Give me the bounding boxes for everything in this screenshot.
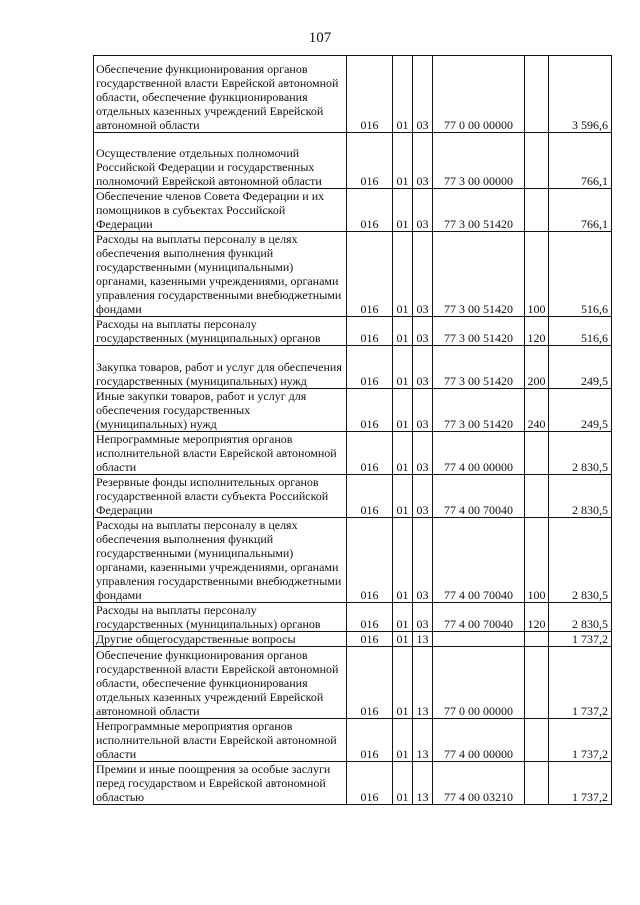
amount-cell: 249,5 [549, 346, 612, 389]
expense-name-cell: Расходы на выплаты персоналу в целях обеспечения выполнения функций государственными (муниципальными) органами, казенными учреждениями, органами управления государственными внебюджетными фондами [94, 518, 347, 603]
table-row [94, 647, 612, 719]
table-row [94, 432, 612, 475]
expense-type-cell [525, 719, 549, 762]
target-article-cell [433, 632, 525, 647]
target-article-cell: 77 3 00 51420 [433, 232, 525, 317]
section-code-cell: 01 [393, 56, 413, 133]
expense-type-cell [525, 133, 549, 189]
table-row [94, 389, 612, 432]
budget-table [93, 55, 612, 805]
expense-name-cell: Расходы на выплаты персоналу государственных (муниципальных) органов [94, 317, 347, 346]
department-code-cell: 016 [347, 232, 393, 317]
amount-cell: 1 737,2 [549, 719, 612, 762]
section-code-cell: 01 [393, 232, 413, 317]
amount-cell: 1 737,2 [549, 632, 612, 647]
subsection-code-cell: 03 [413, 603, 433, 632]
table-row [94, 603, 612, 632]
target-article-cell: 77 0 00 00000 [433, 647, 525, 719]
table-row [94, 346, 612, 389]
expense-type-cell: 120 [525, 603, 549, 632]
expense-type-cell [525, 632, 549, 647]
subsection-code-cell: 03 [413, 317, 433, 346]
expense-type-cell: 100 [525, 518, 549, 603]
target-article-cell: 77 4 00 70040 [433, 518, 525, 603]
subsection-code-cell: 03 [413, 432, 433, 475]
expense-type-cell: 240 [525, 389, 549, 432]
section-code-cell: 01 [393, 475, 413, 518]
amount-cell: 2 830,5 [549, 432, 612, 475]
department-code-cell: 016 [347, 647, 393, 719]
subsection-code-cell: 13 [413, 719, 433, 762]
subsection-code-cell: 03 [413, 346, 433, 389]
department-code-cell: 016 [347, 719, 393, 762]
department-code-cell: 016 [347, 518, 393, 603]
expense-type-cell: 100 [525, 232, 549, 317]
target-article-cell: 77 3 00 51420 [433, 189, 525, 232]
amount-cell: 249,5 [549, 389, 612, 432]
expense-type-cell [525, 432, 549, 475]
target-article-cell: 77 3 00 51420 [433, 346, 525, 389]
amount-cell: 516,6 [549, 317, 612, 346]
expense-name-cell: Обеспечение функционирования органов государственной власти Еврейской автономной области, обеспечение функционирования отдельных казенных учреждений Еврейской автономной области [94, 647, 347, 719]
subsection-code-cell: 13 [413, 762, 433, 805]
table-body [94, 56, 612, 805]
subsection-code-cell: 03 [413, 189, 433, 232]
amount-cell: 2 830,5 [549, 603, 612, 632]
target-article-cell: 77 4 00 00000 [433, 719, 525, 762]
amount-cell: 1 737,2 [549, 647, 612, 719]
target-article-cell: 77 0 00 00000 [433, 56, 525, 133]
table-row [94, 762, 612, 805]
department-code-cell: 016 [347, 632, 393, 647]
section-code-cell: 01 [393, 432, 413, 475]
department-code-cell: 016 [347, 389, 393, 432]
expense-name-cell: Расходы на выплаты персоналу государственных (муниципальных) органов [94, 603, 347, 632]
expense-name-cell: Премии и иные поощрения за особые заслуги перед государством и Еврейской автономной областью [94, 762, 347, 805]
expense-type-cell [525, 647, 549, 719]
subsection-code-cell: 03 [413, 133, 433, 189]
section-code-cell: 01 [393, 518, 413, 603]
amount-cell: 2 830,5 [549, 518, 612, 603]
section-code-cell: 01 [393, 389, 413, 432]
expense-name-cell: Обеспечение членов Совета Федерации и их помощников в субъектах Российской Федерации [94, 189, 347, 232]
table-row [94, 518, 612, 603]
expense-type-cell [525, 189, 549, 232]
target-article-cell: 77 3 00 00000 [433, 133, 525, 189]
table-row [94, 189, 612, 232]
amount-cell: 766,1 [549, 189, 612, 232]
department-code-cell: 016 [347, 475, 393, 518]
subsection-code-cell: 13 [413, 647, 433, 719]
section-code-cell: 01 [393, 719, 413, 762]
expense-type-cell [525, 475, 549, 518]
subsection-code-cell: 03 [413, 475, 433, 518]
target-article-cell: 77 4 00 70040 [433, 475, 525, 518]
target-article-cell: 77 3 00 51420 [433, 317, 525, 346]
target-article-cell: 77 4 00 00000 [433, 432, 525, 475]
department-code-cell: 016 [347, 432, 393, 475]
target-article-cell: 77 4 00 03210 [433, 762, 525, 805]
expense-name-cell: Непрограммные мероприятия органов исполнительной власти Еврейской автономной области [94, 719, 347, 762]
expense-type-cell [525, 56, 549, 133]
amount-cell: 3 596,6 [549, 56, 612, 133]
subsection-code-cell: 03 [413, 56, 433, 133]
expense-type-cell [525, 762, 549, 805]
section-code-cell: 01 [393, 647, 413, 719]
department-code-cell: 016 [347, 56, 393, 133]
amount-cell: 1 737,2 [549, 762, 612, 805]
amount-cell: 2 830,5 [549, 475, 612, 518]
department-code-cell: 016 [347, 133, 393, 189]
section-code-cell: 01 [393, 632, 413, 647]
amount-cell: 766,1 [549, 133, 612, 189]
expense-name-cell: Другие общегосударственные вопросы [94, 632, 347, 647]
section-code-cell: 01 [393, 603, 413, 632]
table-row [94, 317, 612, 346]
section-code-cell: 01 [393, 133, 413, 189]
table-row [94, 719, 612, 762]
subsection-code-cell: 03 [413, 389, 433, 432]
target-article-cell: 77 4 00 70040 [433, 603, 525, 632]
section-code-cell: 01 [393, 317, 413, 346]
target-article-cell: 77 3 00 51420 [433, 389, 525, 432]
amount-cell: 516,6 [549, 232, 612, 317]
expense-name-cell: Резервные фонды исполнительных органов государственной власти субъекта Российской Федерации [94, 475, 347, 518]
subsection-code-cell: 03 [413, 518, 433, 603]
subsection-code-cell: 13 [413, 632, 433, 647]
expense-name-cell: Осуществление отдельных полномочий Российской Федерации и государственных полномочий Еврейской автономной области [94, 133, 347, 189]
table-row [94, 56, 612, 133]
expense-name-cell: Иные закупки товаров, работ и услуг для обеспечения государственных (муниципальных) нужд [94, 389, 347, 432]
section-code-cell: 01 [393, 189, 413, 232]
department-code-cell: 016 [347, 317, 393, 346]
expense-type-cell: 200 [525, 346, 549, 389]
table-row [94, 475, 612, 518]
table-row [94, 133, 612, 189]
table-row [94, 232, 612, 317]
section-code-cell: 01 [393, 762, 413, 805]
expense-name-cell: Расходы на выплаты персоналу в целях обеспечения выполнения функций государственными (муниципальными) органами, казенными учреждениями, органами управления государственными внебюджетными фондами [94, 232, 347, 317]
section-code-cell: 01 [393, 346, 413, 389]
page-number: 107 [308, 30, 332, 46]
expense-name-cell: Закупка товаров, работ и услуг для обеспечения государственных (муниципальных) нужд [94, 346, 347, 389]
expense-name-cell: Обеспечение функционирования органов государственной власти Еврейской автономной области, обеспечение функционирования отдельных казенных учреждений Еврейской автономной области [94, 56, 347, 133]
department-code-cell: 016 [347, 346, 393, 389]
table-row [94, 632, 612, 647]
department-code-cell: 016 [347, 762, 393, 805]
expense-name-cell: Непрограммные мероприятия органов исполнительной власти Еврейской автономной области [94, 432, 347, 475]
department-code-cell: 016 [347, 189, 393, 232]
department-code-cell: 016 [347, 603, 393, 632]
expense-type-cell: 120 [525, 317, 549, 346]
subsection-code-cell: 03 [413, 232, 433, 317]
